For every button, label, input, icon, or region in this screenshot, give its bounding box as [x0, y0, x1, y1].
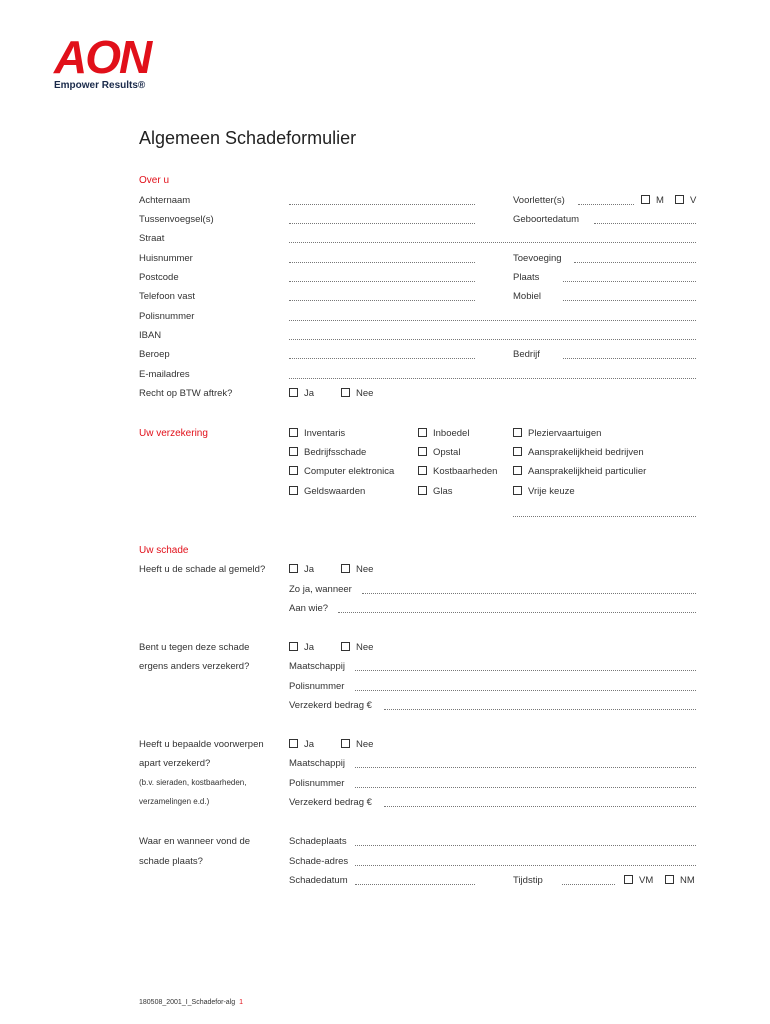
verzekerd-bedrag-3-field[interactable]: [384, 797, 696, 807]
checkbox-gemeld-nee[interactable]: [341, 564, 350, 573]
polisnummer-2-label: Polisnummer: [289, 681, 345, 692]
checkbox-btw-ja[interactable]: [289, 388, 298, 397]
gemeld-nee-option[interactable]: Nee: [341, 564, 373, 575]
polisnummer-label: Polisnummer: [139, 311, 195, 322]
postcode-label: Postcode: [139, 272, 179, 283]
schade-adres-field[interactable]: [355, 856, 696, 866]
q-waar-wanneer-1: Waar en wanneer vond de: [139, 836, 251, 847]
checkbox-inventaris[interactable]: [289, 428, 298, 437]
checkbox-apart-ja[interactable]: [289, 739, 298, 748]
achternaam-field[interactable]: [289, 195, 475, 205]
checkbox-apart-nee[interactable]: [341, 739, 350, 748]
email-field[interactable]: [289, 369, 696, 379]
mobiel-field[interactable]: [563, 291, 696, 301]
beroep-field[interactable]: [289, 349, 475, 359]
verzekerd-bedrag-3-label: Verzekerd bedrag €: [289, 797, 372, 808]
postcode-field[interactable]: [289, 272, 475, 282]
apart-nee-option[interactable]: Nee: [341, 739, 373, 750]
huisnummer-field[interactable]: [289, 253, 475, 263]
straat-label: Straat: [139, 233, 165, 244]
option-computer-elektronica[interactable]: Computer elektronica: [289, 466, 394, 477]
checkbox-kostbaarheden[interactable]: [418, 466, 427, 475]
bedrijf-label: Bedrijf: [513, 349, 540, 360]
tijdstip-nm-option[interactable]: NM: [665, 875, 695, 886]
polisnummer-field[interactable]: [289, 311, 696, 321]
zo-ja-field[interactable]: [362, 584, 696, 594]
option-inventaris[interactable]: Inventaris: [289, 428, 345, 439]
option-pleziervaartuigen[interactable]: Pleziervaartuigen: [513, 428, 601, 439]
checkbox-glas[interactable]: [418, 486, 427, 495]
aan-wie-label: Aan wie?: [289, 603, 329, 614]
plaats-label: Plaats: [513, 272, 540, 283]
telefoon-label: Telefoon vast: [139, 291, 195, 302]
document-code: 180508_2001_I_Schadefor-alg: [139, 999, 236, 1006]
beroep-label: Beroep: [139, 349, 170, 360]
page-title: Algemeen Schadeformulier: [139, 128, 357, 148]
q-apart-verzekerd-3: (b.v. sieraden, kostbaarheden,: [139, 778, 247, 787]
tijdstip-label: Tijdstip: [513, 875, 543, 886]
aon-logo: AON: [54, 31, 151, 83]
polisnummer-2-field[interactable]: [355, 681, 696, 691]
tijdstip-field[interactable]: [562, 875, 615, 885]
checkbox-vrije-keuze[interactable]: [513, 486, 522, 495]
checkbox-nm[interactable]: [665, 875, 674, 884]
polisnummer-3-label: Polisnummer: [289, 778, 345, 789]
maatschappij-3-label: Maatschappij: [289, 758, 345, 769]
checkbox-inboedel[interactable]: [418, 428, 427, 437]
maatschappij-label: Maatschappij: [289, 661, 345, 672]
option-aansprakelijkheid-particulier[interactable]: Aansprakelijkheid particulier: [513, 466, 646, 477]
iban-label: IBAN: [139, 330, 162, 341]
email-label: E-mailadres: [139, 369, 190, 380]
option-aansprakelijkheid-bedrijven[interactable]: Aansprakelijkheid bedrijven: [513, 447, 644, 458]
zo-ja-label: Zo ja, wanneer: [289, 584, 352, 595]
toevoeging-label: Toevoeging: [513, 253, 562, 264]
q-waar-wanneer-2: schade plaats?: [139, 856, 203, 867]
polisnummer-3-field[interactable]: [355, 778, 696, 788]
geboortedatum-label: Geboortedatum: [513, 214, 580, 225]
section-uw-verzekering: Uw verzekering: [139, 428, 208, 439]
geboortedatum-field[interactable]: [594, 214, 696, 224]
option-geldswaarden[interactable]: Geldswaarden: [289, 486, 365, 497]
maatschappij-3-field[interactable]: [355, 758, 696, 768]
elders-ja-option[interactable]: Ja: [289, 642, 314, 653]
checkbox-gemeld-ja[interactable]: [289, 564, 298, 573]
tussenvoegsel-label: Tussenvoegsel(s): [139, 214, 214, 225]
vrije-keuze-field[interactable]: [513, 507, 696, 517]
section-uw-schade: Uw schade: [139, 545, 189, 556]
checkbox-aansprakelijkheid-particulier[interactable]: [513, 466, 522, 475]
bedrijf-field[interactable]: [563, 349, 696, 359]
gemeld-ja-option[interactable]: Ja: [289, 564, 314, 575]
plaats-field[interactable]: [563, 272, 696, 282]
btw-ja-option[interactable]: Ja: [289, 388, 314, 399]
aan-wie-field[interactable]: [338, 603, 696, 613]
option-vrije-keuze[interactable]: Vrije keuze: [513, 486, 575, 497]
checkbox-bedrijfsschade[interactable]: [289, 447, 298, 456]
voorletters-label: Voorletter(s): [513, 195, 565, 206]
option-opstal[interactable]: Opstal: [418, 447, 460, 458]
tijdstip-vm-option[interactable]: VM: [624, 875, 653, 886]
schadeplaats-label: Schadeplaats: [289, 836, 347, 847]
apart-ja-option[interactable]: Ja: [289, 739, 314, 750]
straat-field[interactable]: [289, 233, 696, 243]
gender-v-option[interactable]: V: [675, 195, 696, 206]
page-number: 1: [239, 999, 244, 1006]
checkbox-pleziervaartuigen[interactable]: [513, 428, 522, 437]
voorletters-field[interactable]: [578, 195, 634, 205]
q-apart-verzekerd-2: apart verzekerd?: [139, 758, 211, 769]
checkbox-elders-nee[interactable]: [341, 642, 350, 651]
maatschappij-field[interactable]: [355, 661, 696, 671]
footer: [139, 999, 243, 1006]
option-glas[interactable]: Glas: [418, 486, 453, 497]
verzekerd-bedrag-label: Verzekerd bedrag €: [289, 700, 372, 711]
schadedatum-label: Schadedatum: [289, 875, 348, 886]
option-bedrijfsschade[interactable]: Bedrijfsschade: [289, 447, 366, 458]
tagline: Empower Results®: [54, 80, 146, 91]
telefoon-field[interactable]: [289, 291, 475, 301]
checkbox-v[interactable]: [675, 195, 684, 204]
q-apart-verzekerd-1: Heeft u bepaalde voorwerpen: [139, 739, 264, 750]
checkbox-aansprakelijkheid-bedrijven[interactable]: [513, 447, 522, 456]
elders-nee-option[interactable]: Nee: [341, 642, 373, 653]
checkbox-geldswaarden[interactable]: [289, 486, 298, 495]
option-kostbaarheden[interactable]: Kostbaarheden: [418, 466, 497, 477]
checkbox-elders-ja[interactable]: [289, 642, 298, 651]
q-elders-verzekerd-1: Bent u tegen deze schade: [139, 642, 250, 653]
huisnummer-label: Huisnummer: [139, 253, 193, 264]
checkbox-opstal[interactable]: [418, 447, 427, 456]
tussenvoegsel-field[interactable]: [289, 214, 475, 224]
q-apart-verzekerd-4: verzamelingen e.d.): [139, 797, 210, 806]
iban-field[interactable]: [289, 330, 696, 340]
option-inboedel[interactable]: Inboedel: [418, 428, 469, 439]
toevoeging-field[interactable]: [574, 253, 696, 263]
q-elders-verzekerd-2: ergens anders verzekerd?: [139, 661, 250, 672]
checkbox-m[interactable]: [641, 195, 650, 204]
schadeplaats-field[interactable]: [355, 836, 696, 846]
q-schade-gemeld: Heeft u de schade al gemeld?: [139, 564, 266, 575]
gender-m-option[interactable]: M: [641, 195, 664, 206]
btw-nee-option[interactable]: Nee: [341, 388, 373, 399]
section-over-u: Over u: [139, 175, 170, 186]
achternaam-label: Achternaam: [139, 195, 191, 206]
checkbox-computer-elektronica[interactable]: [289, 466, 298, 475]
btw-label: Recht op BTW aftrek?: [139, 388, 233, 399]
checkbox-vm[interactable]: [624, 875, 633, 884]
checkbox-btw-nee[interactable]: [341, 388, 350, 397]
verzekerd-bedrag-field[interactable]: [384, 700, 696, 710]
mobiel-label: Mobiel: [513, 291, 541, 302]
schadedatum-field[interactable]: [355, 875, 475, 885]
schade-adres-label: Schade-adres: [289, 856, 349, 867]
